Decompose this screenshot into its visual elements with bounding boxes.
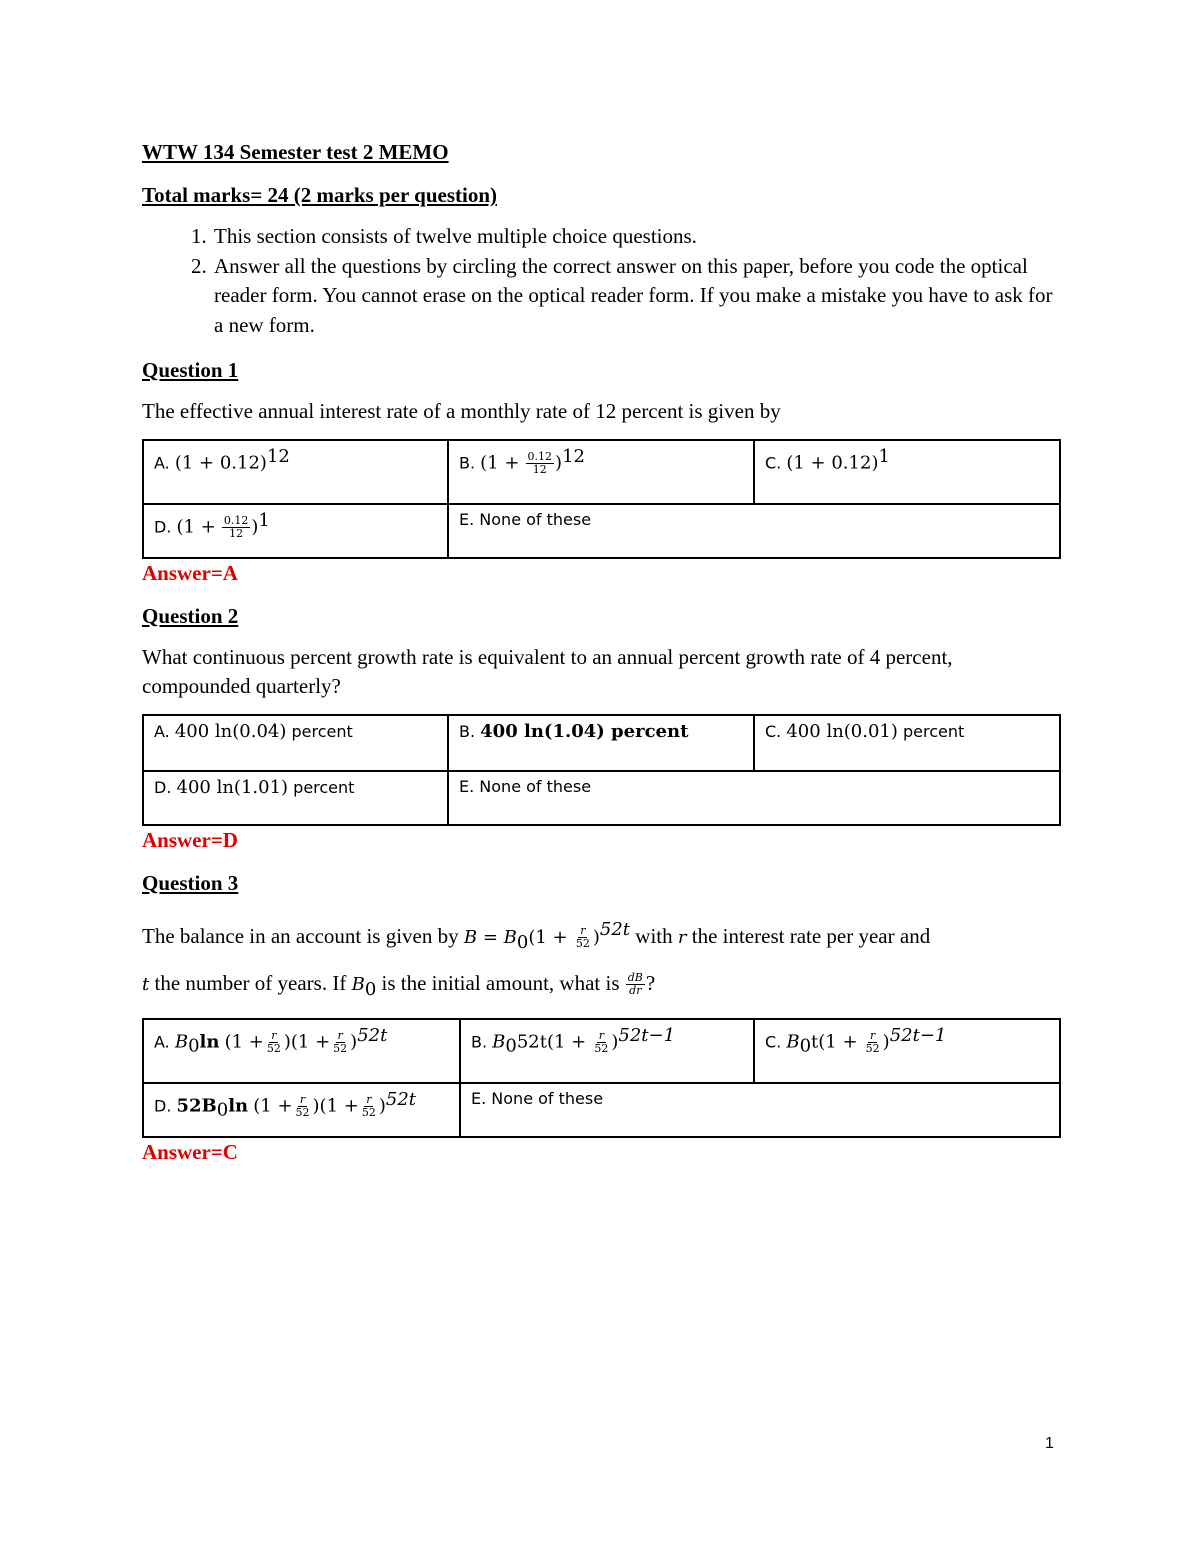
question-3-heading: Question 3 [142,870,239,895]
derivative-fraction: $\frac{dB}{dr}$ [627,971,643,998]
question-3-answer: Answer=C [142,1139,238,1164]
document-page [142,140,1059,1165]
q3-option-e[interactable]: E. None of these [460,1083,1060,1137]
fraction: $\frac{0.12}{12}$ [527,449,553,476]
question-2-answer: Answer=D [142,827,238,852]
q3-option-d[interactable]: D. $52B_0\ln$ (1 + $\frac{r}{52}$ )(1 + $\frac{r}{52}$ )$^{52t}$ [143,1083,460,1137]
q1-option-d[interactable]: D. (1 + $\frac{0.12}{12}$ )$^1$ [143,504,448,558]
q2-option-e[interactable]: E. None of these [448,771,1060,825]
q3-option-b[interactable]: B. $B_052t(1$ + $\frac{r}{52}$ )$^{52t-1}$ [460,1019,754,1083]
q3-option-c[interactable]: C. $B_0t(1$ + $\frac{r}{52}$ )$^{52t-1}$ [754,1019,1060,1083]
page-number: 1 [1045,1435,1054,1452]
fraction: $\frac{r}{52}$ [865,1029,880,1056]
q1-option-a[interactable]: A. $(1 + 0.12)^{12}$ [143,440,448,504]
q3-option-a[interactable]: A. $B_0\ln$ (1 + $\frac{r}{52}$ )(1 + $\frac{r}{52}$ )$^{52t}$ [143,1019,460,1083]
fraction: $\frac{r}{52}$ [361,1093,376,1120]
question-1-text: The effective annual interest rate of a monthly rate of 12 percent is given by [142,399,781,423]
q2-option-a[interactable]: A. 400 ln(0.04) percent [143,715,448,771]
fraction: $\frac{r}{52}$ [266,1029,281,1056]
fraction: $\frac{r}{52}$ [333,1029,348,1056]
question-2-text: What continuous percent growth rate is equivalent to an annual percent growth rate of 4 percent, compounded quarterly? [142,644,953,698]
q1-option-b[interactable]: B. (1 + $\frac{0.12}{12}$ )$^{12}$ [448,440,754,504]
question-1-options [142,439,1061,559]
instructions-list [142,222,1059,340]
q2-option-c[interactable]: C. 400 ln(0.01) percent [754,715,1060,771]
question-1-heading: Question 1 [142,358,239,382]
question-2-heading: Question 2 [142,603,239,628]
fraction: $\frac{r}{52}$ [295,1093,310,1120]
question-3-text: The balance in an account is given by $B = B_0(1$ + $\frac{r}{52}$ )$^{52t}$ with r the interest rate per year and t the number of years. If $B_0$ is the initial amount, what is $\frac{dB}{dr}$ ? [142,918,931,1000]
total-marks: Total marks= 24 (2 marks per question) [142,183,497,207]
q2-option-b[interactable]: B. 400 ln(1.04) percent [448,715,754,771]
q1-option-e[interactable]: E. None of these [448,504,1060,558]
fraction: $\frac{r}{52}$ [575,924,590,951]
document-title: WTW 134 Semester test 2 MEMO [142,140,449,164]
question-2-options [142,714,1061,826]
q2-option-d[interactable]: D. 400 ln(1.01) percent [143,771,448,825]
instruction-item: 1. This section consists of twelve multiple choice questions. [212,222,1059,252]
fraction: $\frac{r}{52}$ [594,1029,609,1056]
fraction: $\frac{0.12}{12}$ [223,513,249,540]
question-3-options [142,1018,1061,1138]
q1-option-c[interactable]: C. $(1 + 0.12)^1$ [754,440,1060,504]
question-1-answer: Answer=A [142,560,238,585]
instruction-item: 2. Answer all the questions by circling the correct answer on this paper, before you code the optical reader form. You cannot erase on the optical reader form. If you make a mistake you have to ask for a new form. [212,252,1059,341]
